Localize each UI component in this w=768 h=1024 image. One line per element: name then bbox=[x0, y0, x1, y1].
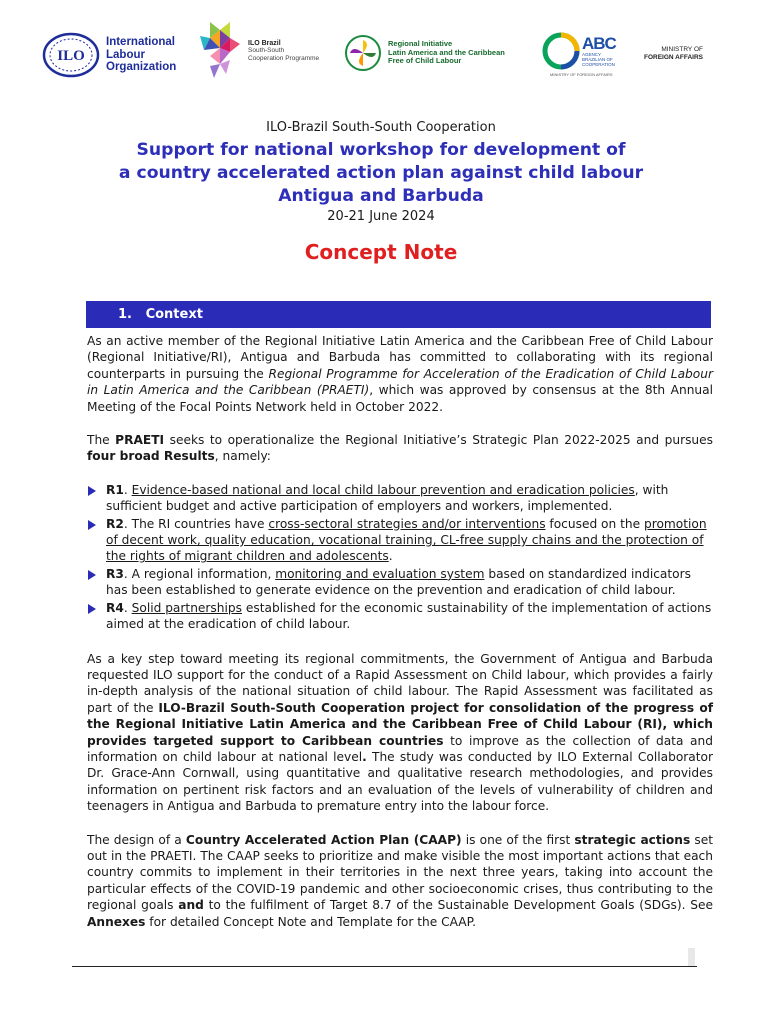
ri-line2: Latin America and the Caribbean bbox=[388, 47, 505, 57]
result-item-r1: R1. Evidence-based national and local child labour prevention and eradication policies, with sufficient budget and active participation of employers and workers, implemented. bbox=[87, 482, 713, 515]
workshop-date: 20-21 June 2024 bbox=[327, 209, 435, 224]
ilo-line1: International bbox=[106, 36, 176, 49]
abc-small1: AGENCY bbox=[582, 52, 602, 57]
mfa-line1: MINISTRY OF bbox=[661, 46, 703, 53]
bullet-arrow-icon bbox=[88, 604, 96, 614]
paragraph-3: As a key step toward meeting its regional commitments, the Government of Antigua and Barbuda requested ILO support for the conduct of a Rapid Assessment on Child labour, which provides a fairly in-depth analysis of the national situation of child labour. The Rapid Assessment was facilitated as part of the ILO-Brazil South-South Cooperation project for consolidation of the progress of the Regional Initiative Latin America and the Caribbean Free of Child Labour (RI), which provides targeted support to Caribbean countries to improve as the collection of data and information on child labour at national level. The study was conducted by ILO External Collaborator Dr. Grace-Ann Cornwall, using quantitative and qualitative research methodologies, and provides information on pertinent risk factors and an evaluation of the levels of vulnerability of children and teenagers in Antigua and Barbuda to premature entry into the labour force. bbox=[87, 651, 714, 814]
ri-line3: Free of Child Labour bbox=[388, 56, 462, 66]
logo-strip bbox=[38, 18, 718, 88]
pinwheel-icon bbox=[344, 34, 382, 72]
bullet-arrow-icon bbox=[88, 486, 96, 496]
ilo-brazil-mosaic-icon bbox=[198, 22, 242, 80]
abc-circle-icon bbox=[542, 32, 580, 70]
document-title bbox=[60, 139, 702, 208]
document-header bbox=[60, 120, 702, 264]
abc-mark: ABC bbox=[582, 34, 616, 53]
results-list bbox=[87, 482, 713, 633]
abc-logo bbox=[542, 32, 616, 77]
ilo-brazil-line3: Cooperation Programme bbox=[248, 54, 320, 62]
page-edge-marker bbox=[688, 948, 695, 966]
paragraph-2: The PRAETI seeks to operationalize the Regional Initiative’s Strategic Plan 2022-2025 and pursues four broad Results, namely: bbox=[87, 433, 713, 464]
abc-small2: BRAZILIAN OF bbox=[582, 57, 613, 62]
result-item-r3: R3. A regional information, monitoring and evaluation system based on standardized indicators has been established to generate evidence on the prevention and eradication of child labour. bbox=[87, 566, 713, 599]
section-number: 1. bbox=[118, 307, 132, 322]
bullet-arrow-icon bbox=[88, 570, 96, 580]
ilo-logo bbox=[42, 32, 176, 78]
title-line1: Support for national workshop for development of bbox=[136, 140, 626, 160]
bullet-arrow-icon bbox=[88, 520, 96, 530]
ilo-brazil-logo bbox=[198, 22, 319, 80]
ilo-brazil-line2: South-South bbox=[248, 47, 285, 55]
ilo-mark: ILO bbox=[57, 48, 85, 64]
ilo-emblem-icon bbox=[42, 32, 100, 78]
mfa-line2: FOREIGN AFFAIRS bbox=[644, 54, 703, 61]
section-title: Context bbox=[145, 307, 203, 322]
document-subtitle: ILO-Brazil South-South Cooperation bbox=[266, 120, 496, 135]
ri-line1: Regional Initiative bbox=[388, 39, 453, 49]
result-item-r2: R2. The RI countries have cross-sectoral strategies and/or interventions focused on the promotion of decent work, quality education, vocational training, CL-free supply chains and the protection of the rights of migrant children and adolescents. bbox=[87, 516, 713, 565]
result-item-r4: R4. Solid partnerships established for the economic sustainability of the implementation of actions aimed at the eradication of child labour. bbox=[87, 600, 713, 633]
abc-small3: COOPERATION bbox=[582, 62, 615, 67]
regional-initiative-logo bbox=[344, 34, 505, 72]
paragraph-4: The design of a Country Accelerated Action Plan (CAAP) is one of the first strategic actions set out in the PRAETI. The CAAP seeks to prioritize and make visible the most important actions that each country commits to implement in their territories in the next three years, taking into account the particular effects of the COVID-19 pandemic and other socioeconomic crises, thus contributing to the regional goals and to the fulfilment of Target 8.7 of the Sustainable Development Goals (SDGs). See Annexes for detailed Concept Note and Template for the CAAP. bbox=[87, 832, 713, 929]
section-heading-context bbox=[86, 301, 711, 328]
paragraph-1: As an active member of the Regional Initiative Latin America and the Caribbean Free of Child Labour (Regional Initiative/RI), Antigua and Barbuda has committed to collaborating with its regional counterparts in pursuing the Regional Programme for Acceleration of the Eradication of Child Labour in Latin America and the Caribbean (PRAETI), which was approved by consensus at the 8th Annual Meeting of the Focal Points Network held in October 2022. bbox=[87, 334, 713, 414]
ilo-brazil-line1: ILO Brazil bbox=[248, 39, 281, 47]
title-line3: Antigua and Barbuda bbox=[278, 186, 484, 206]
ilo-line2: Labour bbox=[106, 48, 145, 61]
ilo-line3: Organization bbox=[106, 61, 177, 74]
mfa-logo bbox=[644, 46, 703, 62]
footer-divider bbox=[72, 966, 697, 967]
title-line2: a country accelerated action plan against child labour bbox=[118, 163, 644, 183]
abc-sub: MINISTRY OF FOREIGN AFFAIRS bbox=[550, 72, 613, 77]
concept-note-heading: Concept Note bbox=[304, 240, 458, 264]
context-body bbox=[87, 333, 713, 930]
